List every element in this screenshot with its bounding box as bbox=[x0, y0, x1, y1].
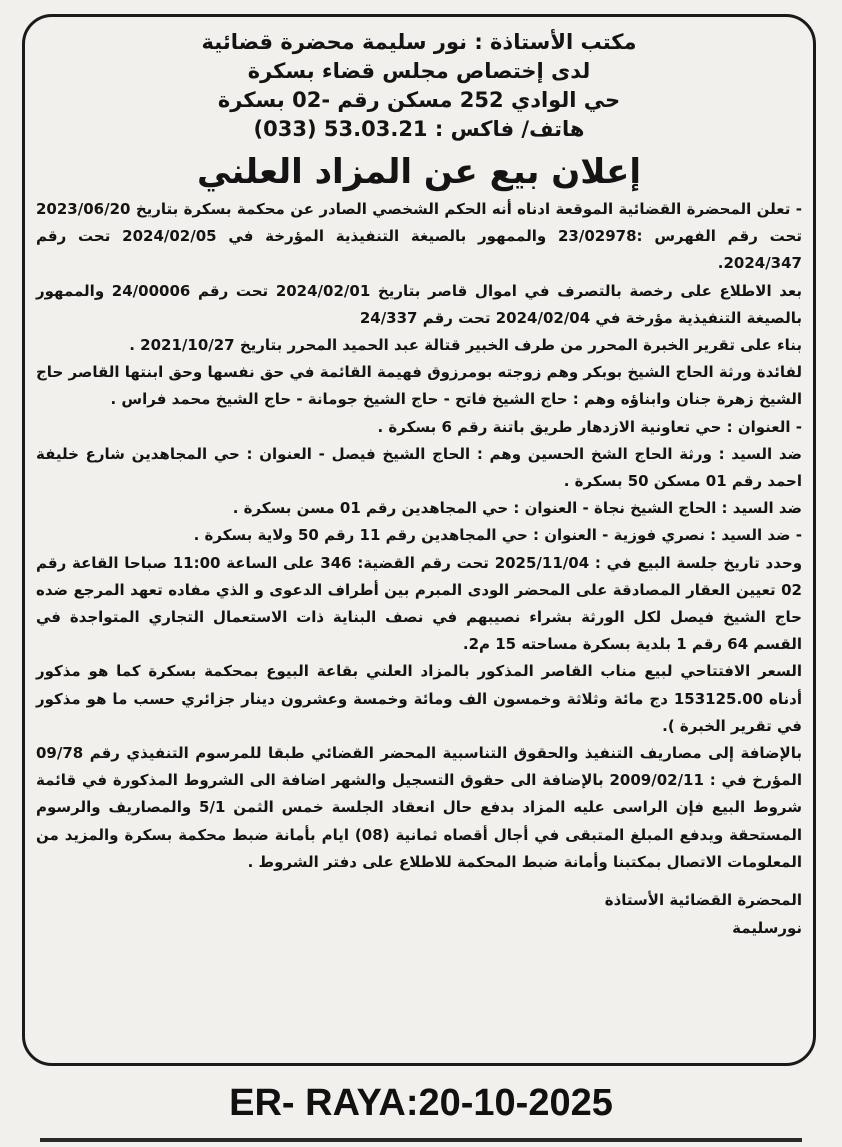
paragraph: ضد السيد : الحاج الشيخ نجاة - العنوان : حي المجاهدين رقم 01 مسن بسكرة . bbox=[232, 499, 802, 518]
signature-name: نورسليمة bbox=[732, 919, 802, 938]
paragraph: ضد السيد : ورثة الحاج الشخ الحسين وهم : الحاج الشيخ فيصل - العنوان : حي المجاهدين شارع خليفة احمد رقم 01 مسكن 50 بسكرة . bbox=[36, 444, 802, 491]
notice-content bbox=[36, 28, 802, 942]
office-address: حي الوادي 252 مسكن رقم -02 بسكرة bbox=[217, 88, 621, 112]
paragraph: السعر الافتتاحي لبيع مناب القاصر المذكور بالمزاد العلني بقاعة البيوع بمحكمة بسكرة كما هو مذكور أدناه 153125.00 دج مائة وثلاثة وخمسون الف ومائة وخمسة وعشرون دينار جزائري حسب ما هو مذكور في تقرير الخبرة ). bbox=[36, 662, 802, 735]
paragraph: لفائدة ورثة الحاج الشيخ بوبكر وهم زوجته بومرزوق فهيمة القائمة في حق نفسها وحق ابنتها القاصر حاج الشيخ زهرة جنان وابناؤه وهم : حاج الشيخ فاتح - حاج الشيخ جومانة - حاج الشيخ محمد فراس . bbox=[36, 363, 802, 409]
office-name: مكتب الأستاذة : نور سليمة محضرة قضائية bbox=[201, 30, 637, 54]
paragraph: وحدد تاريخ جلسة البيع في : 2025/11/04 تحت رقم القضية: 346 على الساعة 11:00 صباحا القاعة رقم 02 تعيين العقار المصادقة على المحضر الودى المبرم بين أطراف الدعوى و الذي مفاده تعهد المرجع ضده حاج الشيخ فيصل لكل الورثة بشراء نصيبهم في نصف البناية ذات الاستعمال التجاري المتواجدة في القسم 64 رقم 1 بلدية بسكرة مساحته 15 م2. bbox=[36, 553, 803, 654]
paragraph: بالإضافة إلى مصاريف التنفيذ والحقوق التناسبية المحضر القضائي طبقا للمرسوم التنفيذي رقم 09/78 المؤرخ في : 2009/02/11 بالإضافة الى حقوق التسجيل والشهر اضافة الى الشروط المذكورة في قائمة شروط البيع فإن الراسى عليه المزاد بدفع حال انعقاد الجلسة خمس الثمن 5/1 والمصاريف والرسوم المستحقة ويدفع المبلغ المتبقى في أجال أقصاه ثمانية (08) ايام بأمانة ضبط محكمة بسكرة والمزيد من المعلومات الاتصال بمكتبنا وأمانة ضبط المحكمة للاطلاع على دفتر الشروط . bbox=[36, 744, 803, 871]
divider bbox=[40, 1138, 802, 1142]
paragraph: - العنوان : حي تعاونية الازدهار طريق باتنة رقم 6 بسكرة . bbox=[377, 417, 802, 436]
paragraph: - ضد السيد : نصري فوزية - العنوان : حي المجاهدين رقم 11 رقم 50 ولاية بسكرة . bbox=[193, 526, 802, 545]
paragraph: بناء على تقرير الخبرة المحرر من طرف الخبير قتالة عبد الحميد المحرر بتاريخ 2021/10/27 . bbox=[129, 336, 802, 355]
notice-title: إعلان بيع عن المزاد العلني bbox=[197, 152, 641, 192]
paragraph: بعد الاطلاع على رخصة بالتصرف في اموال قاصر بتاريخ 2024/02/01 تحت رقم 24/00006 والممهور بالصيغة التنفيذية مؤرخة في 2024/02/04 تحت رقم 24/337 bbox=[36, 281, 803, 327]
paragraph: - تعلن المحضرة القضائية الموقعة ادناه أنه الحكم الشخصي الصادر عن محكمة بسكرة بتاريخ 2023/06/20 تحت رقم الفهرس :23/02978 والممهور بالصيغة التنفيذية المؤرخة في 2024/02/05 تحت رقم 2024/347. bbox=[36, 200, 802, 273]
office-phone: هاتف/ فاكس : 53.03.21 (033) bbox=[253, 117, 585, 141]
publication-footer: ER- RAYA:20-10-2025 bbox=[229, 1082, 613, 1124]
signature-title: المحضرة القضائية الأستاذة bbox=[604, 891, 802, 910]
jurisdiction: لدى إختصاص مجلس قضاء بسكرة bbox=[247, 59, 591, 83]
